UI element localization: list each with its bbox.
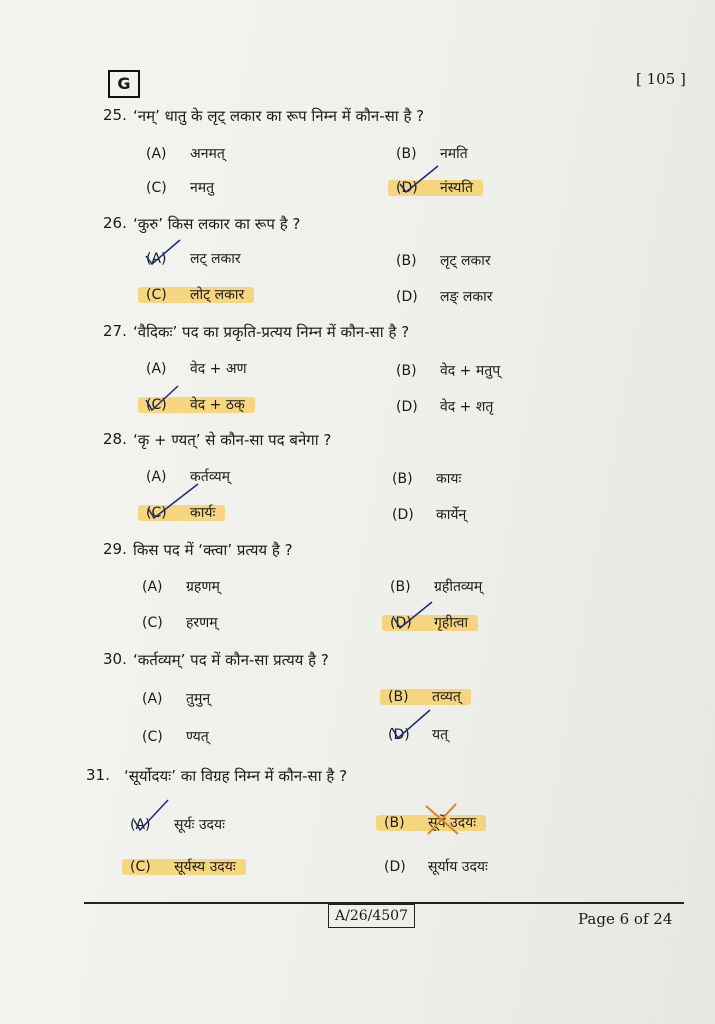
question-number: 29. [103, 540, 127, 558]
option-b[interactable]: (B) कायः [392, 471, 462, 487]
option-d[interactable]: (D) लङ् लकार [396, 289, 493, 305]
option-a[interactable]: (A) अनमत् [146, 146, 225, 162]
option-a[interactable]: (A) वेद + अण [146, 361, 247, 377]
option-c-highlighted[interactable]: (C) लोट् लकार [146, 282, 254, 308]
question-number: 27. [103, 322, 127, 340]
option-d[interactable]: (D) यत् [388, 727, 449, 743]
question-number: 28. [103, 430, 127, 448]
option-c-highlighted[interactable]: (C) कार्यः [146, 500, 225, 526]
option-a[interactable]: (A) तुमुन् [142, 691, 211, 707]
option-d[interactable]: (D) कार्येन् [392, 507, 467, 523]
option-a[interactable]: (A) ग्रहणम् [142, 579, 220, 595]
option-b-highlighted[interactable]: (B) तव्यत् [388, 684, 471, 710]
option-c[interactable]: (C) नमतु [146, 180, 215, 196]
question-number: 25. [103, 106, 127, 124]
series-code-box: G [108, 70, 140, 98]
option-b[interactable]: (B) लृट् लकार [396, 253, 491, 269]
question-text: ‘कुरु’ किस लकार का रूप है ? [133, 215, 301, 233]
question-text: किस पद में ‘क्त्वा’ प्रत्यय है ? [133, 541, 293, 559]
option-a[interactable]: (A) लट् लकार [146, 251, 241, 267]
question-number: 26. [103, 214, 127, 232]
option-d[interactable]: (D) सूर्याय उदयः [384, 859, 488, 875]
option-a[interactable]: (A) कर्तव्यम् [146, 469, 231, 485]
paper-code: A/26/4507 [328, 904, 415, 928]
option-c[interactable]: (C) हरणम् [142, 615, 218, 631]
option-b-highlighted[interactable]: (B) सूर्ये उदयः [384, 810, 486, 836]
page-indicator: Page 6 of 24 [578, 910, 673, 928]
option-b[interactable]: (B) वेद + मतुप् [396, 363, 501, 379]
question-number: 31. [86, 766, 110, 784]
option-a[interactable]: (A) सूर्यः उदयः [130, 817, 225, 833]
option-b[interactable]: (B) नमति [396, 146, 468, 162]
page-number-top: [ 105 ] [636, 70, 686, 88]
option-d-highlighted[interactable]: (D) नंस्यति [396, 175, 483, 201]
option-d-highlighted[interactable]: (D) गृहीत्वा [390, 610, 478, 636]
question-text: ‘कृ + ण्यत्’ से कौन-सा पद बनेगा ? [133, 431, 332, 449]
question-number: 30. [103, 650, 127, 668]
question-text: ‘कर्तव्यम्’ पद में कौन-सा प्रत्यय है ? [133, 651, 329, 669]
option-c[interactable]: (C) ण्यत् [142, 729, 209, 745]
question-text: ‘नम्’ धातु के लृट् लकार का रूप निम्न में कौन-सा है ? [133, 107, 425, 125]
option-b[interactable]: (B) ग्रहीतव्यम् [390, 579, 483, 595]
option-c-highlighted[interactable]: (C) वेद + ठक् [146, 392, 255, 418]
question-text: ‘सूर्योदयः’ का विग्रह निम्न में कौन-सा है ? [124, 767, 348, 785]
question-text: ‘वैदिकः’ पद का प्रकृति-प्रत्यय निम्न में कौन-सा है ? [133, 323, 410, 341]
option-d[interactable]: (D) वेद + शतृ [396, 399, 494, 415]
option-c-highlighted[interactable]: (C) सूर्यस्य उदयः [130, 854, 246, 880]
